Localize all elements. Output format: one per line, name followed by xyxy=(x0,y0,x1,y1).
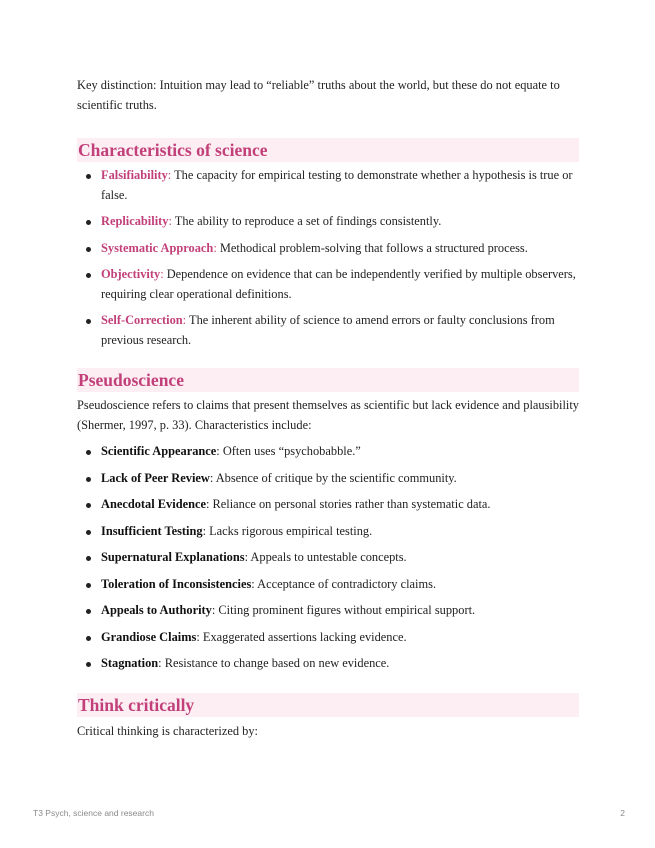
science-list xyxy=(77,166,579,350)
list-item xyxy=(77,654,579,674)
bullet-icon xyxy=(86,247,91,252)
term: Falsifiability xyxy=(101,168,168,182)
description: : Reliance on personal stories rather than systematic data. xyxy=(205,497,491,511)
bullet-icon xyxy=(86,556,91,561)
description: : Citing prominent figures without empirical support. xyxy=(211,603,476,617)
critical-intro: Critical thinking is characterized by: xyxy=(77,723,258,738)
bullet-icon xyxy=(86,319,91,324)
list-item xyxy=(77,628,579,648)
list-item xyxy=(77,442,579,462)
footer-title: T3 Psych, science and research xyxy=(33,808,154,818)
section-heading-critical: Think critically xyxy=(77,693,579,717)
bullet-icon xyxy=(86,450,91,455)
term: Self-Correction xyxy=(101,313,183,327)
description: : Lacks rigorous empirical testing. xyxy=(202,523,373,538)
list-item: Objectivity: Dependence on evidence that can be independently verified by multiple observers, requiring clear operational definitions. xyxy=(77,265,579,304)
description: : Acceptance of contradictory claims. xyxy=(251,576,437,591)
bullet-icon xyxy=(86,503,91,508)
description: Dependence on evidence that can be independently verified by multiple observers, requiring clear operational definitions. xyxy=(101,267,576,301)
description: : Resistance to change based on new evidence. xyxy=(158,656,390,670)
list-item: Replicability: The ability to reproduce a set of findings consistently. xyxy=(77,212,579,232)
list-item xyxy=(77,469,579,489)
description: : Absence of critique by the scientific community. xyxy=(209,470,457,485)
list-item xyxy=(77,548,579,568)
pseudo-intro: Pseudoscience refers to claims that present themselves as scientific but lack evidence and plausibility (Shermer, 1997, p. 33). Characteristics include: xyxy=(77,398,580,432)
description: Methodical problem-solving that follows a structured process. xyxy=(216,240,528,255)
description: : Exaggerated assertions lacking evidence. xyxy=(196,629,407,644)
list-item xyxy=(77,522,579,542)
description: : Appeals to untestable concepts. xyxy=(244,550,407,564)
bullet-icon xyxy=(86,530,91,535)
list-item xyxy=(77,575,579,595)
section-heading-pseudoscience: Pseudoscience xyxy=(77,368,579,392)
list-item: Falsifiability: The capacity for empirical testing to demonstrate whether a hypothesis is true or false. xyxy=(77,166,579,205)
term: Stagnation xyxy=(101,656,159,670)
pseudo-list xyxy=(77,442,579,674)
bullet-icon xyxy=(86,273,91,278)
bullet-icon xyxy=(86,636,91,641)
page-footer xyxy=(33,808,625,818)
description: The capacity for empirical testing to demonstrate whether a hypothesis is true or false. xyxy=(101,168,573,202)
term: Insufficient Testing xyxy=(101,523,203,538)
page-number: 2 xyxy=(620,808,625,818)
term: Anecdotal Evidence xyxy=(101,497,206,511)
list-item: Self-Correction: The inherent ability of science to amend errors or faulty conclusions from previous research. xyxy=(77,311,579,350)
term: Scientific Appearance xyxy=(101,444,217,458)
term: Lack of Peer Review xyxy=(101,470,210,485)
term: Objectivity xyxy=(101,267,161,281)
bullet-icon xyxy=(86,174,91,179)
term: Toleration of Inconsistencies xyxy=(101,576,252,591)
bullet-icon xyxy=(86,220,91,225)
bullet-icon xyxy=(86,477,91,482)
bullet-icon xyxy=(86,662,91,667)
bullet-icon xyxy=(86,583,91,588)
list-item xyxy=(77,495,579,515)
term: Replicability xyxy=(101,214,169,228)
term: Grandiose Claims xyxy=(101,629,197,644)
list-item: Systematic Approach: Methodical problem-solving that follows a structured process. xyxy=(77,239,579,259)
section-heading-science: Characteristics of science xyxy=(77,138,579,162)
term: Systematic Approach xyxy=(101,240,214,255)
description: : Often uses “psychobabble.” xyxy=(216,444,361,458)
term: Supernatural Explanations xyxy=(101,550,245,564)
description: The ability to reproduce a set of findings consistently. xyxy=(171,214,442,228)
bullet-icon xyxy=(86,609,91,614)
intro-paragraph: Key distinction: Intuition may lead to “reliable” truths about the world, but these do not equate to scientific truths. xyxy=(77,78,560,112)
page-content xyxy=(77,76,579,741)
list-item xyxy=(77,601,579,621)
term: Appeals to Authority xyxy=(101,603,212,617)
description: The inherent ability of science to amend errors or faulty conclusions from previous research. xyxy=(101,313,555,347)
